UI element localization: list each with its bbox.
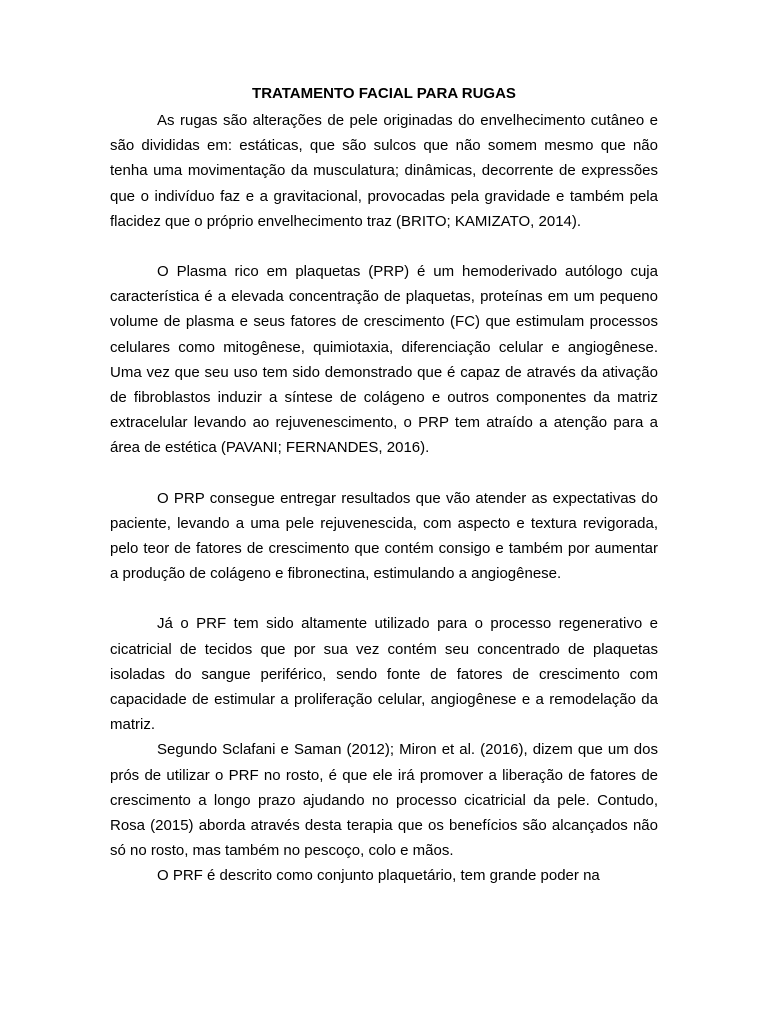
paragraph-prp-results: O PRP consegue entregar resultados que vão atender as expectativas do paciente, levando a uma pele rejuvenescida, com aspecto e textura revigorada, pelo teor de fatores de crescimento que contém consigo e também por aumentar a produção de colágeno e fibronectina, estimulando a angiogênese. — [110, 489, 658, 583]
paragraph-prf-usage: Já o PRF tem sido altamente utilizado para o processo regenerativo e cicatricial de tecidos que por sua vez contém seu concentrado de plaquetas isoladas do sangue periférico, sendo fonte de fatores de crescimento com capacidade de estimular a proliferação celular, angiogênese e a remodelação da matriz. — [110, 615, 658, 734]
paragraph-rugas: As rugas são alterações de pele originadas do envelhecimento cutâneo e são divididas em: estáticas, que são sulcos que não somem mesmo que não tenha uma movimentação da musculatura; dinâmicas, decorrente de expressões que o indivíduo faz e a gravitacional, provocadas pela gravidade e também pela flacidez que o próprio envelhecimento traz (BRITO; KAMIZATO, 2014). — [110, 112, 658, 230]
paragraph-prf-description: O PRF é descrito como conjunto plaquetário, tem grande poder na — [157, 867, 600, 885]
paragraph-prp-definition: O Plasma rico em plaquetas (PRP) é um hemoderivado autólogo cuja característica é a elevada concentração de plaquetas, proteínas em um pequeno volume de plasma e seus fatores de crescimento (FC) que estimulam processos celulares como mitogênese, quimiotaxia, diferenciação celular e angiogênese. Uma vez que seu uso tem sido demonstrado que é capaz de através da ativação de fibroblastos induzir a síntese de colágeno e outros componentes da matriz extracelular levando ao rejuvenescimento, o PRP tem atraído a atenção para a área de estética (PAVANI; FERNANDES, 2016). — [110, 263, 658, 457]
paragraph-prf-citations: Segundo Sclafani e Saman (2012); Miron et al. (2016), dizem que um dos prós de utilizar o PRF no rosto, é que ele irá promover a liberação de fatores de crescimento a longo prazo ajudando no processo cicatricial da pele. Contudo, Rosa (2015) aborda através desta terapia que os benefícios são alcançados não só no rosto, mas também no pescoço, colo e mãos. — [110, 741, 658, 860]
document-title: TRATAMENTO FACIAL PARA RUGAS — [252, 85, 516, 102]
